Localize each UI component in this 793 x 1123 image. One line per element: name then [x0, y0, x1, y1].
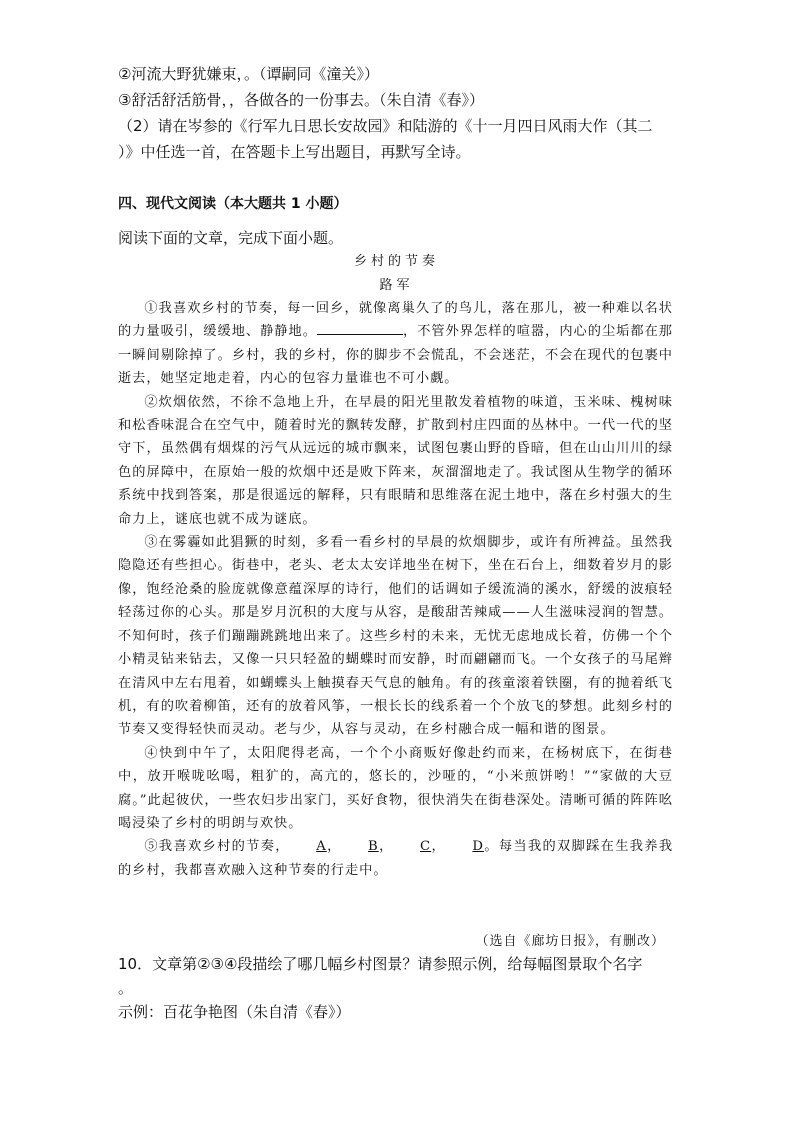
article-author: 路军: [379, 278, 414, 293]
blank-c: C: [420, 839, 432, 855]
question-2-line-1: （2）请在岑参的《行军九日思长安故园》和陆游的《十一月四日风雨大作（其二: [118, 117, 653, 135]
example-line: 示例：百花争艳图（朱自清《春》）: [118, 1003, 351, 1021]
section-heading: 四、现代文阅读（本大题共 1 小题）: [118, 196, 348, 212]
question-10-line-2: 。: [118, 979, 134, 997]
section-instruction: 阅读下面的文章，完成下面小题。: [118, 229, 344, 247]
paragraph-4: ④快到中午了，太阳爬得老高，一个个小商贩好像赴约而来，在杨树底下，在街巷中，放开喉咙吆喝，粗犷的，高亢的，悠长的，沙哑的，“小米煎饼哟！”“家做的大豆腐。”此起彼伏，一些农妇步出家门，买好食物，很快消失在街巷深处。清晰可循的阵阵吆喝浸染了乡村的明朗与欢快。: [118, 745, 673, 831]
poem-line-2: ②河流大野犹嫌束，。（谭嗣同《潼关》）: [118, 65, 379, 83]
paragraph-2: ②炊烟依然，不徐不急地上升，在早晨的阳光里散发着植物的味道，玉米味、槐树味和松香味混合在空气中，随着时光的飘转发酵，扩散到村庄四面的丛林中。一代一代的坚守下，虽然偶有烟煤的污气从远远的城市飘来，试图包裹山野的昏暗，但在山山川川的绿色的屏障中，在原始一般的炊烟中还是败下阵来，灰溜溜地走了。我试图从生物学的循环系统中找到答案，那是很遥远的解释，只有眼睛和思维落在泥土地中，落在乡村强大的生命力上，谜底也就不成为谜底。: [118, 394, 673, 527]
article-source: （选自《廊坊日报》，有删改）: [475, 934, 665, 949]
poem-line-3: ③舒活舒活筋骨，，各做各的一份事去。（朱自清《春》）: [118, 91, 484, 109]
article-title: 乡村的节奏: [353, 254, 439, 269]
question-2-line-2: ）》中任选一首，在答题卡上写出题目，再默写全诗。: [118, 143, 471, 161]
blank-d: D: [472, 839, 484, 855]
blank-b: B: [368, 839, 379, 855]
question-10-line-1: 10．文章第②③④段描绘了哪几幅乡村图景？请参照示例，给每幅图景取个名字: [118, 955, 643, 973]
paragraph-1: ①我喜欢乡村的节奏，每一回乡，就像离巢久了的鸟儿，落在那儿，被一种难以名状的力量吸引，缓缓地、静静地。 ，不管外界怎样的喧嚣，内心的尘垢都在那一瞬间剔除掉了。乡村，我的乡村，你的脚步不会慌乱，不会迷茫，不会在现代的包裹中逝去，她坚定地走着，内心的包容力量谁也不可小觑。: [118, 301, 673, 387]
paragraph-3: ③在雾霾如此猖獗的时刻，多看一看乡村的早晨的炊烟脚步，或许有所裨益。虽然我隐隐还有些担心。街巷中，老头、老太太安详地坐在树下，坐在石台上，细数着岁月的影像，饱经沧桑的脸庞就像意蕴深厚的诗行，他们的话调如子缓流淌的溪水，舒缓的波痕轻轻荡过你的心头。那是岁月沉积的大度与从容，是酸甜苦辣咸——人生滋味浸润的智慧。不知何时，孩子们蹦蹦跳跳地出来了。这些乡村的未来，无忧无虑地成长着，仿佛一个个小精灵钻来钻去，又像一只只轻盈的蝴蝶时而安静，时而翩翩而飞。一个女孩子的马尾辫在清风中左右甩着，如蝴蝶头上触摸春天气息的触角。有的孩童滚着铁圈，有的抛着纸飞机，有的吹着柳笛，还有的放着风筝，一根长长的线系着一个个放飞的梦想。此刻乡村的节奏又变得轻快而灵动。老与少，从容与灵动，在乡村融合成一幅和谐的图景。: [118, 535, 673, 738]
fill-in-blank: [317, 334, 403, 335]
article-body: [118, 297, 673, 882]
paragraph-5: ⑤我喜欢乡村的节奏， A， B， C， D。每当我的双脚踩在生我养我的乡村，我都喜欢融入这种节奏的行走中。: [118, 835, 673, 882]
blank-a: A: [316, 839, 327, 855]
